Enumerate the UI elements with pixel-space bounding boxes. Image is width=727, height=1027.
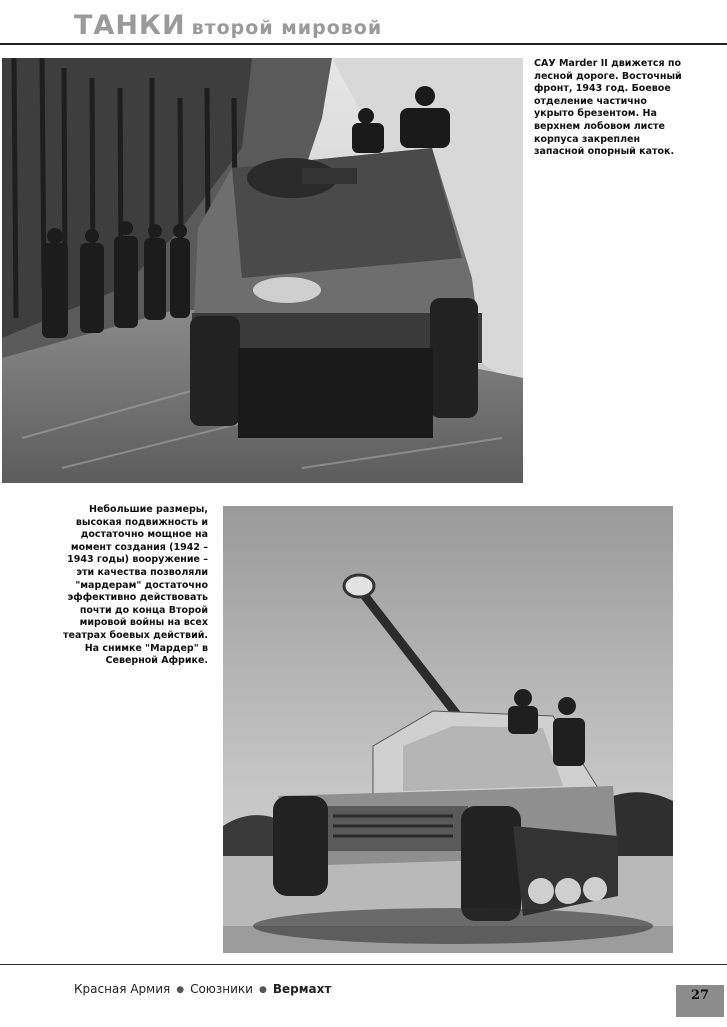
nav-item-allies[interactable]: Союзники <box>190 982 253 996</box>
page-number: 27 <box>676 985 724 1017</box>
photo-marder-north-africa <box>223 506 673 953</box>
nav-separator-dot: ● <box>176 985 185 995</box>
photo-caption-marder-forest: САУ Marder II движется по лесной дороге. Восточный фронт, 1943 год. Боевое отделение частично укрыто брезентом. На верхнем лобовом листе корпуса закреплен запасной опорный каток. <box>534 58 682 158</box>
title-main: ТАНКИ <box>74 10 186 41</box>
nav-item-wehrmacht[interactable]: Вермахт <box>272 982 332 996</box>
photo-forest-illustration <box>2 58 523 483</box>
section-title <box>74 10 382 41</box>
title-sub: второй мировой <box>191 17 383 39</box>
photo-marder-forest-road <box>2 58 523 483</box>
footer-divider <box>0 964 727 965</box>
nav-item-red-army[interactable]: Красная Армия <box>74 982 171 996</box>
photo-desert-illustration <box>223 506 673 953</box>
nav-separator-dot: ● <box>258 985 267 995</box>
footer-section-nav <box>74 982 331 996</box>
page-header <box>0 0 727 44</box>
photo-caption-marder-africa: Небольшие размеры, высокая подвижность и достаточно мощное на момент создания (1942 – 1943 годы) вооружение – эти качества позволяли "мардерам" достаточно эффективно действовать почти до конца Второй мировой войны на всех театрах боевых действий. На снимке "Мардер" в Северной Африке. <box>63 504 208 667</box>
header-divider <box>0 43 727 45</box>
